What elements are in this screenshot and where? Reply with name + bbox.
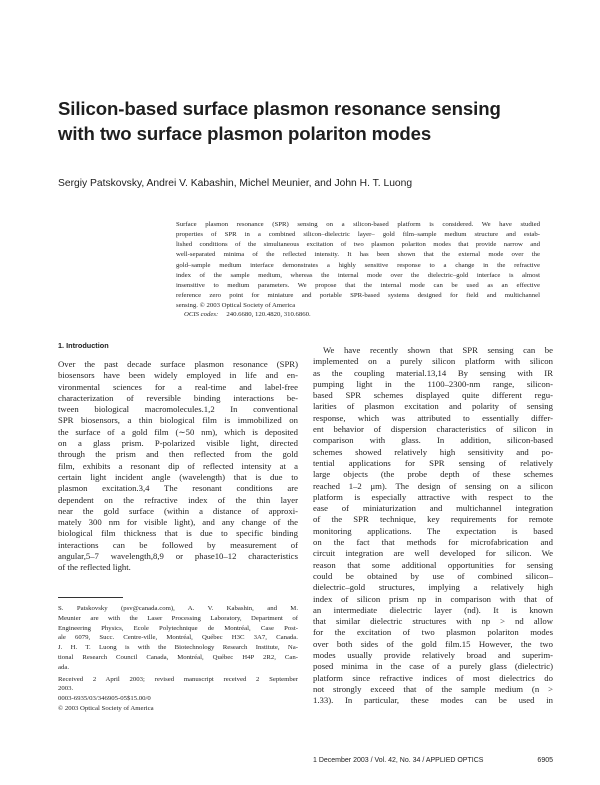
abstract-line: Surface plasmon resonance (SPR) sensing on a silicon-based platform is considered. We have studied xyxy=(176,221,540,228)
body-line: biosensors have been widely employed in life and en- xyxy=(58,370,298,381)
body-line: through the prism and then reflected from the gold xyxy=(58,449,298,460)
intro-paragraph xyxy=(58,359,298,574)
body-line: characterization of reversible binding interactions be- xyxy=(58,392,298,403)
body-line: monitoring applications. The expectation is based xyxy=(313,525,553,536)
body-line: plasmon excitation.3,4 The resonant conditions are xyxy=(58,483,298,494)
body-line: not strongly exceed that of the sample medium (n > xyxy=(313,683,553,694)
footnote-line: Engineering Physics, Ecole Polytechnique de Montréal, Case Post- xyxy=(58,624,298,632)
page-number: 6905 xyxy=(537,757,553,764)
body-line: implemented on a purely silicon platform with silicon xyxy=(313,356,553,367)
footnote-line: Meunier are with the Laser Processing Laboratory, Department of xyxy=(58,614,298,622)
body-line: an intermediate dielectric layer (nd). It is known xyxy=(313,604,553,615)
body-line: ent behavior of dispersion characteristics of silicon in xyxy=(313,424,553,435)
body-line: comparison with glass. In addition, silicon-based xyxy=(313,435,553,446)
ocis-label: OCIS codes: xyxy=(184,311,219,318)
ocis-codes xyxy=(184,311,311,318)
body-line: near the gold surface (within a distance of approxi- xyxy=(58,505,298,516)
abstract-line: index of the sample medium, whereas the internal mode over the dielectric–gold interface is almost xyxy=(176,271,540,279)
body-line: 1.33). In particular, these modes can be used in xyxy=(313,695,553,706)
footnote-line: 0003-6935/03/346905-05$15.00/0 xyxy=(58,695,151,703)
body-line: circuit integration are well developed for silicon. We xyxy=(313,548,553,559)
body-line: pumping light in the 1100–2300-nm range, silicon- xyxy=(313,378,553,389)
body-line: biological film thickness that is due to specific binding xyxy=(58,528,298,539)
body-line: film, exhibits a resonant dip of reflected intensity at a xyxy=(58,460,298,471)
body-line: as the coupling material.13,14 By sensing with IR xyxy=(313,367,553,378)
body-line: of the SPR technique, key requirements for remote xyxy=(313,514,553,525)
section-heading: 1. Introduction xyxy=(58,341,109,350)
body-line: response, which was attributed to essentially differ- xyxy=(313,412,553,423)
body-line: over both sides of the gold film.15 However, the two xyxy=(313,638,553,649)
title-line: Silicon-based surface plasmon resonance sensing xyxy=(58,98,501,119)
footnote-line: Received 2 April 2003; revised manuscript received 2 September xyxy=(58,675,298,683)
body-line: interactions can be followed by measurement of xyxy=(58,539,298,550)
body-line: could be obtained by use of combined silicon– xyxy=(313,570,553,581)
body-line: posed minima in the case of a purely glass (dielectric) xyxy=(313,661,553,672)
body-line: dielectric–gold structures, implying a relatively high xyxy=(313,582,553,593)
abstract-line: insensitive to medium parameters. We propose that the internal mode can be used as an effective xyxy=(176,281,540,289)
author-list: Sergiy Patskovsky, Andrei V. Kabashin, Michel Meunier, and John H. T. Luong xyxy=(58,178,413,189)
body-line: platform since refractive indices of most dielectrics do xyxy=(313,672,553,683)
body-line: reason that some additional opportunities for sensing xyxy=(313,559,553,570)
footnote-line: ada. xyxy=(58,663,70,671)
right-column xyxy=(313,345,553,707)
body-line: of the reflected light. xyxy=(58,562,131,573)
body-paragraph xyxy=(313,345,553,707)
title-line: with two surface plasmon polariton modes xyxy=(58,123,432,144)
footnotes xyxy=(58,604,298,714)
body-line: larities of plasmon excitation and polarity of sensing xyxy=(313,401,553,412)
body-line: SPR biosensors, a thin biological film is immobilized on xyxy=(58,415,298,426)
abstract-line: well-separated minima of the reflected intensity. It has been shown that the external mode over the xyxy=(176,251,540,259)
body-line: schemes showed relatively high sensitivity and po- xyxy=(313,446,553,457)
body-line: angular,5–7 wavelength,8,9 or phase10–12 characteristics xyxy=(58,551,298,562)
abstract-line: reference zero point for miniature and portable SPR-based systems designed for field and multichannel xyxy=(176,292,540,300)
body-line: modes usually provide relatively broad and superim- xyxy=(313,650,553,661)
body-line: dependent on the refractive index of the thin layer xyxy=(58,494,298,505)
body-line: on a glass prism. P-polarized visible light, directed xyxy=(58,438,298,449)
body-line: on the fact that methods for microfabrication and xyxy=(313,537,553,548)
body-line: that similar dielectric structures with np > nd allow xyxy=(313,616,553,627)
paper-title xyxy=(58,96,558,146)
abstract xyxy=(176,220,540,311)
journal-info: 1 December 2003 / Vol. 42, No. 34 / APPLIED OPTICS xyxy=(313,757,484,764)
body-line: tential applications for SPR sensing of relatively xyxy=(313,457,553,468)
footnote-line: ale 6079, Succ. Centre-ville, Montréal, Québec H3C 3A7, Canada. xyxy=(58,634,298,642)
abstract-line: lished conditions of the simultaneous excitation of two plasmon polariton modes that provide narrow and xyxy=(176,241,540,249)
body-line: the surface of a gold film (∼50 nm), which is deposited xyxy=(58,426,298,437)
body-line: Over the past decade surface plasmon resonance (SPR) xyxy=(58,359,298,369)
body-line: ease of miniaturization and multichannel integration xyxy=(313,503,553,514)
body-line: vironmental sciences for a real-time and label-free xyxy=(58,381,298,392)
body-line: platform is especially attractive with respect to the xyxy=(313,491,553,502)
ocis-values: 240.6680, 120.4820, 310.6860. xyxy=(226,311,311,318)
footnote-line: © 2003 Optical Society of America xyxy=(58,704,154,712)
body-line: based SPR schemes displayed quite different regu- xyxy=(313,390,553,401)
footnote-line: J. H. T. Luong is with the Biotechnology Research Institute, Na- xyxy=(58,644,298,652)
page-footer xyxy=(313,757,553,764)
body-line: for the excitation of two plasmon polariton modes xyxy=(313,627,553,638)
body-line: reached 1–2 μm). The design of sensing on a silicon xyxy=(313,480,553,491)
body-line: tween biological macromolecules.1,2 In conventional xyxy=(58,404,298,415)
body-line: certain light incident angle (wavelength) that is due to xyxy=(58,471,298,482)
body-line: index of silicon prism np in comparison with that of xyxy=(313,593,553,604)
abstract-line: gold–sample medium interface demonstrates a highly sensitive response to a change in the refractive xyxy=(176,261,540,269)
footnote-line: 2003. xyxy=(58,685,74,693)
body-line: mately 300 nm for visible light), and any change of the xyxy=(58,517,298,528)
body-line: We have recently shown that SPR sensing can be xyxy=(323,345,553,355)
footnote-line: tional Research Council Canada, Montréal, Québec H4P 2R2, Can- xyxy=(58,653,298,661)
body-line: large objects (the probe depth of these schemes xyxy=(313,469,553,480)
footnote-divider xyxy=(58,597,123,598)
left-column xyxy=(58,341,298,574)
abstract-line: sensing. © 2003 Optical Society of America xyxy=(176,302,296,310)
abstract-line: properties of SPR in a combined silicon–dielectric layer– gold film–sample medium structure and estab- xyxy=(176,231,540,239)
footnote-line: S. Patskovsky (psv@canada.com), A. V. Kabashin, and M. xyxy=(58,605,298,612)
